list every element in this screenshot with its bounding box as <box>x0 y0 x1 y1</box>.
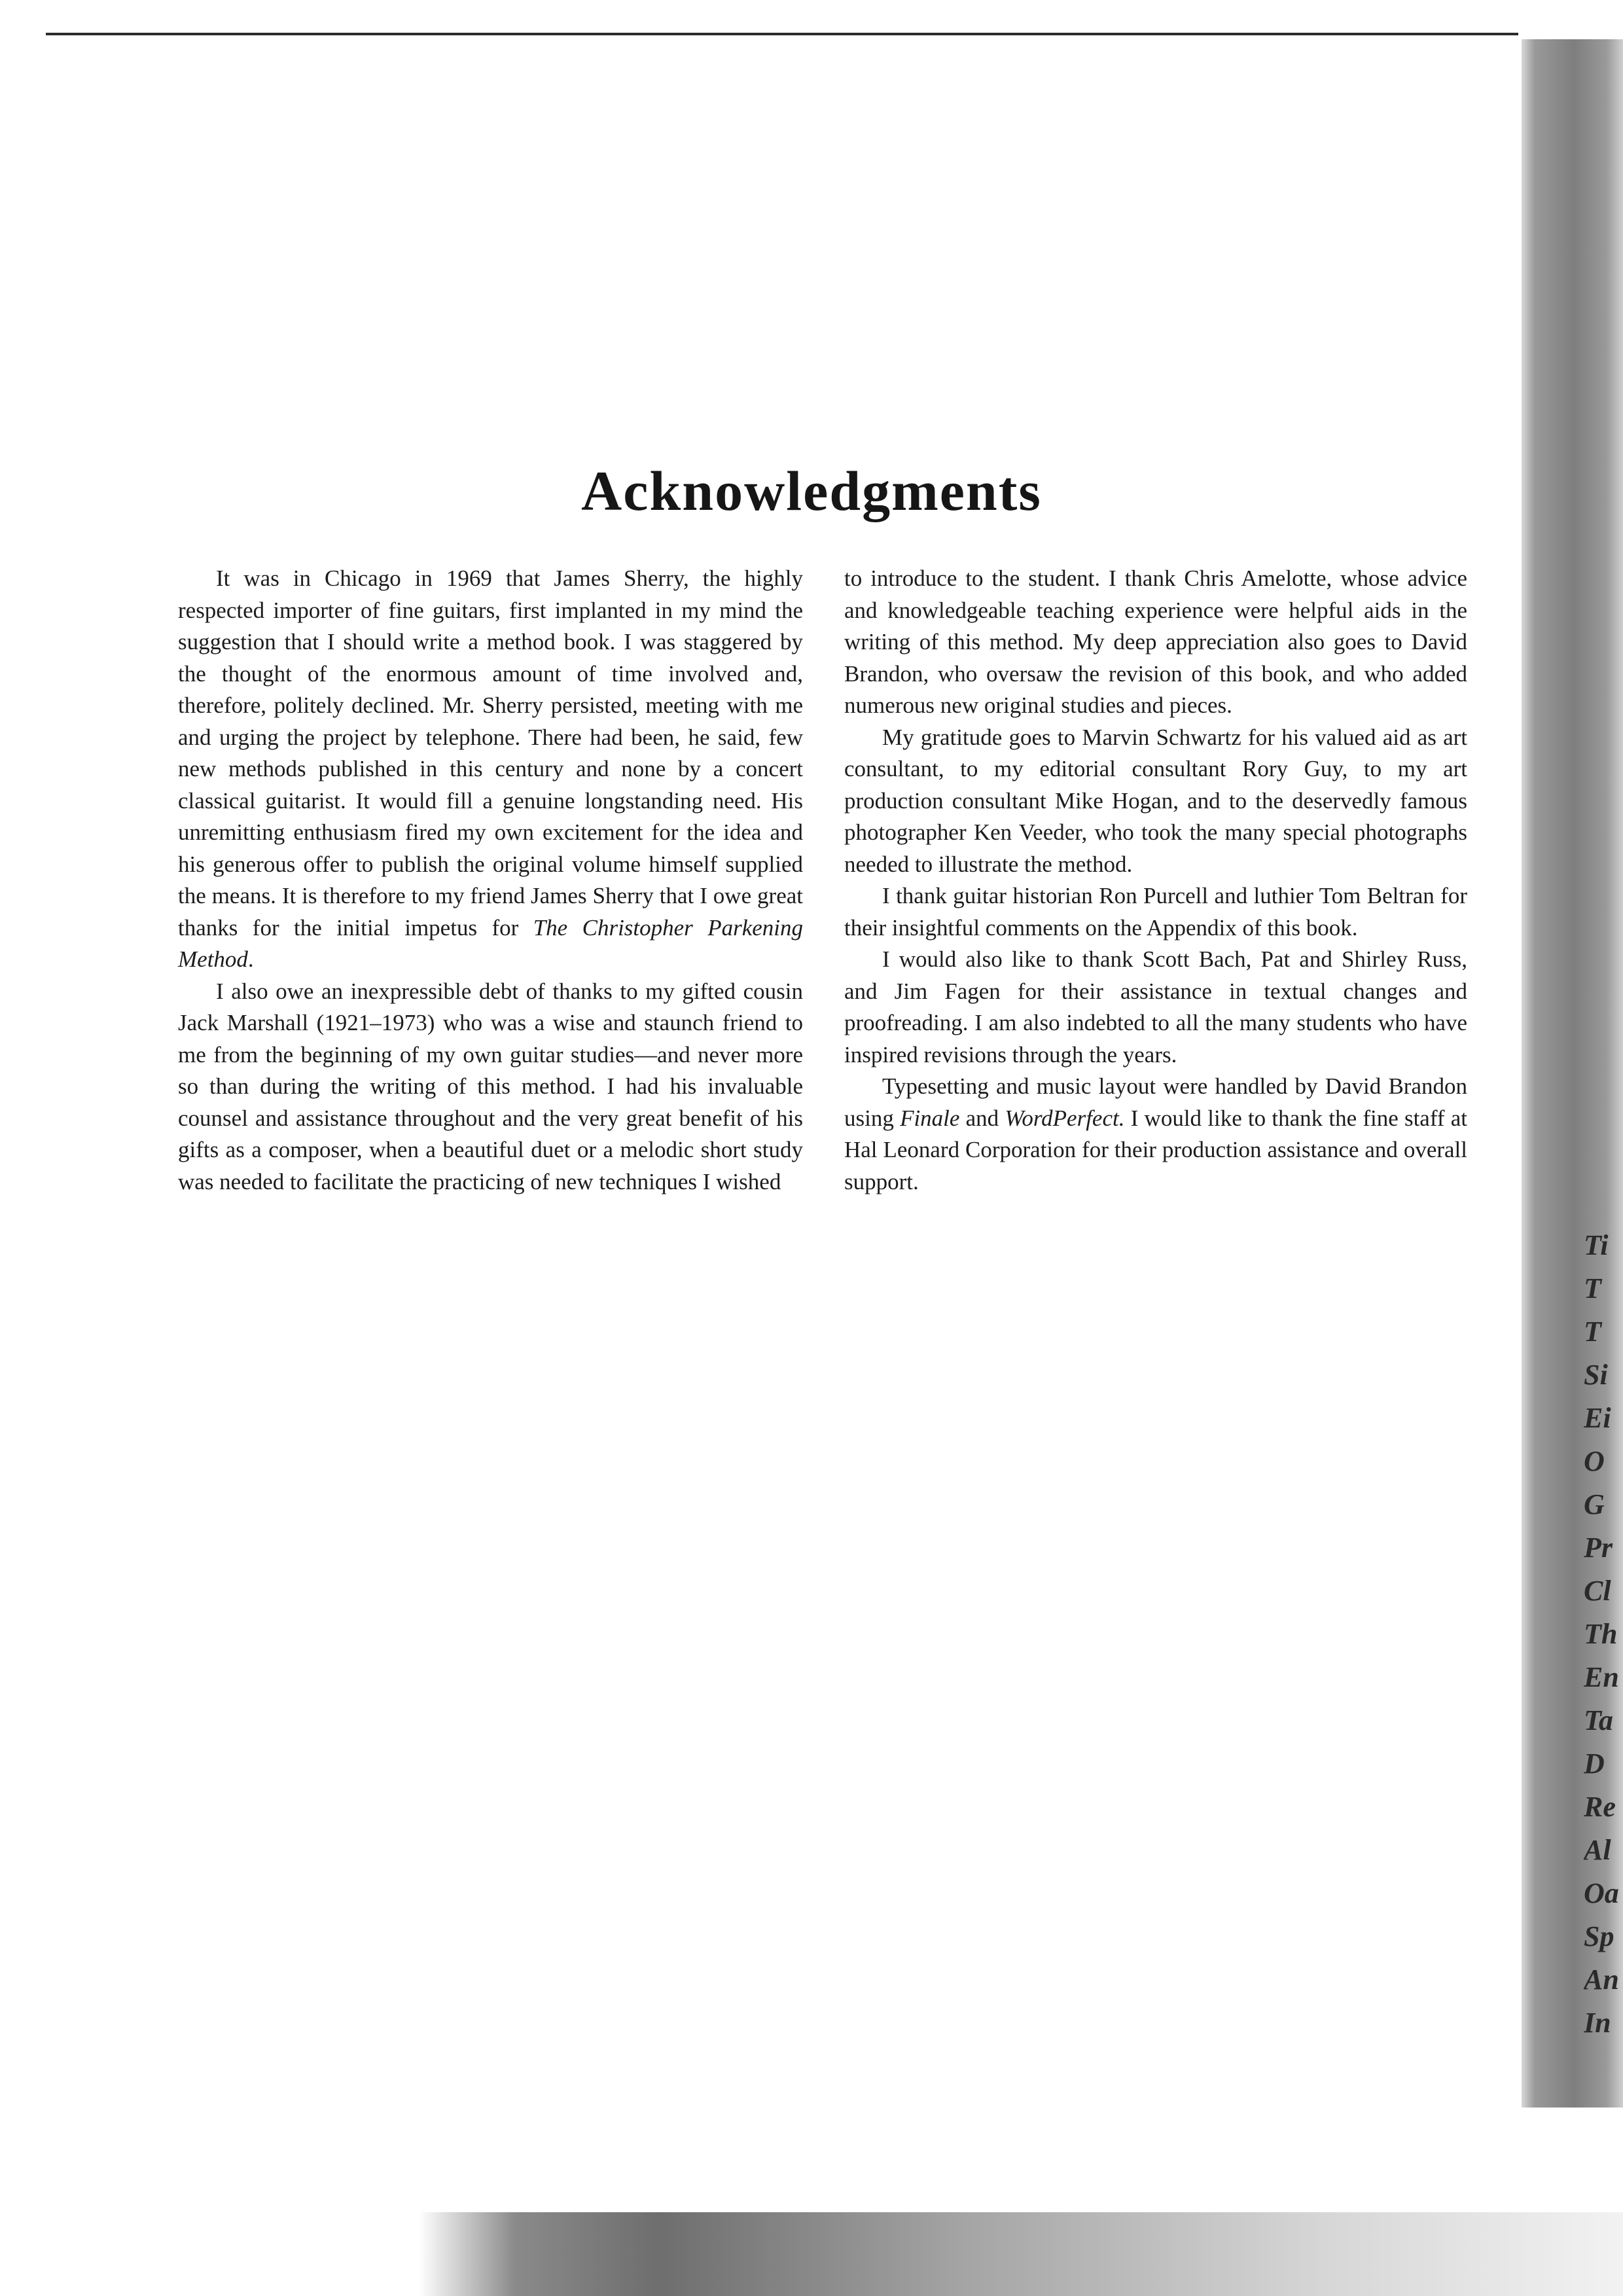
edge-letter: D <box>1584 1748 1605 1780</box>
left-text-column <box>178 563 803 1198</box>
edge-letter: Ta <box>1584 1704 1613 1736</box>
paragraph-text: Typesetting and music layout were handled by David Brandon using <box>844 1073 1467 1131</box>
paragraph-continued: to introduce to the student. I thank Chris Amelotte, whose advice and knowledgeable teaching experience were helpful aids in the writing of this method. My deep appreciation also goes to David Brandon, who oversaw the revision of this book, and who added numerous new original studies and pieces. <box>844 565 1467 718</box>
paragraph-chicago-1969 <box>178 563 803 976</box>
edge-letter: O <box>1584 1445 1605 1477</box>
edge-letter: Ei <box>1584 1402 1611 1434</box>
software-name-italic: WordPerfect. <box>1005 1105 1125 1131</box>
edge-letter: G <box>1584 1488 1605 1520</box>
edge-letter: In <box>1584 2007 1611 2039</box>
book-title-italic: The Christopher Parkening Method <box>178 914 804 972</box>
paragraph-text: I would like to thank the fine staff at Hal Leonard Corporation for their production assistance and overall support. <box>844 1105 1467 1194</box>
edge-letter: Ti <box>1584 1229 1609 1261</box>
paragraph-proofreading: I would also like to thank Scott Bach, Pat and Shirley Russ, and Jim Fagen for their assistance in textual changes and proofreading. I am also indebted to all the many students who have inspired revisions through the years. <box>844 946 1467 1067</box>
next-page-edge-text <box>1584 1224 1623 2045</box>
scan-bottom-shadow <box>419 2212 1623 2296</box>
page-title: Acknowledgments <box>581 459 1042 522</box>
edge-letter: T <box>1584 1272 1601 1304</box>
edge-letter: An <box>1584 1964 1619 1996</box>
paragraph-end: . <box>247 946 254 972</box>
paragraph-text: It was in Chicago in 1969 that James Sherry, the highly respected importer of fine guitars, first implanted in my mind the suggestion that I should write a method book. I was staggered by the thought of the enormous amount of time involved and, therefore, politely declined. Mr. Sherry persisted, meeting with me and urging the project by telephone. There had been, he said, few new methods published in this century and none by a concert classical guitarist. It would fill a genuine longstanding need. His unremitting enthusiasm fired my own excitement for the idea and his generous offer to publish the original volume himself supplied the means. It is therefore to my friend James Sherry that I owe great thanks for the initial impetus for <box>178 565 803 941</box>
paragraph-historian: I thank guitar historian Ron Purcell and luthier Tom Beltran for their insightful comments on the Appendix of this book. <box>844 883 1467 941</box>
edge-letter: Al <box>1584 1834 1611 1866</box>
paragraph-typesetting <box>844 1071 1467 1198</box>
right-text-column <box>844 563 1467 1198</box>
paragraph-jack-marshall: I also owe an inexpressible debt of thanks to my gifted cousin Jack Marshall (1921–1973) who was a wise and staunch friend to me from the beginning of my own guitar studies—and never more so than during the writing of this method. I had his invaluable counsel and assistance throughout and the very great benefit of his gifts as a composer, when a beautiful duet or a melodic short study was needed to facilitate the practicing of new techniques I wished <box>178 978 803 1194</box>
paragraph-consultants: My gratitude goes to Marvin Schwartz for his valued aid as art consultant, to my editorial consultant Rory Guy, to my art production consultant Mike Hogan, and to the deservedly famous photographer Ken Veeder, who took the many special photographs needed to illustrate the method. <box>844 724 1467 877</box>
software-name-italic: Finale <box>900 1105 960 1131</box>
edge-letter: Si <box>1584 1359 1608 1391</box>
page-top-rule <box>46 33 1518 35</box>
edge-letter: Pr <box>1584 1532 1613 1564</box>
edge-letter: Th <box>1584 1618 1618 1650</box>
edge-letter: En <box>1584 1661 1619 1693</box>
edge-letter: Re <box>1584 1791 1616 1823</box>
edge-letter: Sp <box>1584 1920 1614 1952</box>
edge-letter: Oa <box>1584 1877 1619 1909</box>
edge-letter: Cl <box>1584 1575 1611 1607</box>
edge-letter: T <box>1584 1316 1601 1348</box>
paragraph-text: and <box>959 1105 1005 1131</box>
